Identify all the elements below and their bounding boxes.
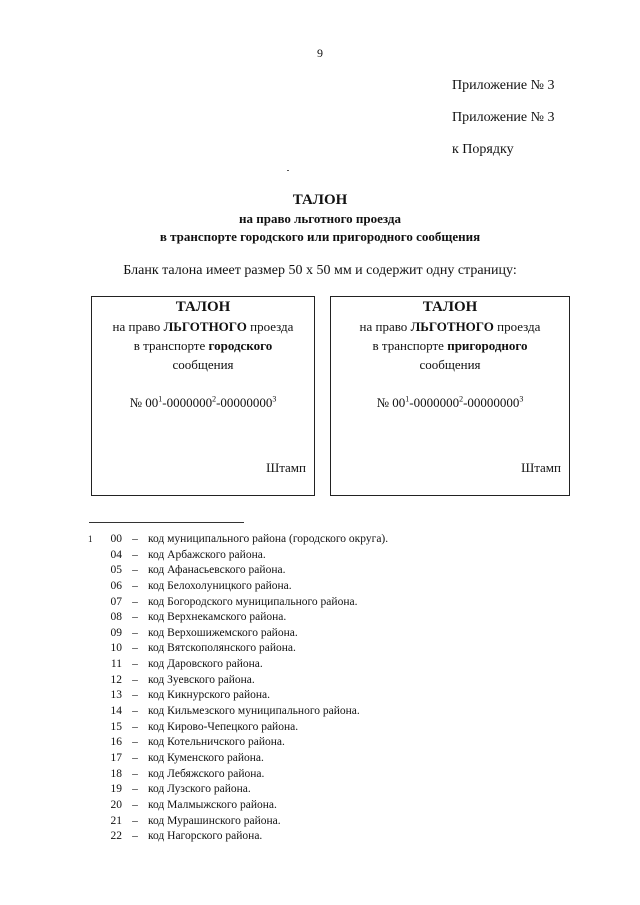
ticket-bold-word: ЛЬГОТНОГО <box>163 319 247 334</box>
district-description: код Богородского муниципального района. <box>148 595 358 608</box>
ticket-transport-line <box>92 338 314 354</box>
district-code: 16 <box>110 736 122 749</box>
ticket-text: проезда <box>246 319 294 334</box>
dash-separator: – <box>132 564 138 577</box>
footnote-ref: 2 <box>459 394 464 404</box>
footnote-mark: 1 <box>88 534 93 544</box>
district-code: 19 <box>110 783 122 796</box>
district-code: 07 <box>110 595 122 608</box>
district-code: 00 <box>110 533 122 545</box>
district-code: 22 <box>110 830 122 843</box>
district-code: 04 <box>110 548 122 561</box>
ticket-text: проезда <box>493 319 541 334</box>
district-description: код Верхошижемского района. <box>148 626 298 639</box>
footnote-ref: 2 <box>212 394 217 404</box>
page-number: 9 <box>317 46 323 60</box>
dash-separator: – <box>132 626 138 639</box>
district-description: код Арбажского района. <box>148 548 266 561</box>
ticket-title: ТАЛОН <box>422 299 478 315</box>
document-title: ТАЛОН <box>292 192 348 208</box>
district-code: 08 <box>110 611 122 624</box>
ticket-right-line <box>92 319 314 335</box>
ticket-suburban <box>330 296 570 496</box>
ticket-bold-word: ЛЬГОТНОГО <box>410 319 494 334</box>
ticket-number-part: № 00 <box>129 395 159 410</box>
district-code: 12 <box>110 673 122 686</box>
district-description: код Кикнурского района. <box>148 689 271 702</box>
ticket-text: на право <box>359 319 411 334</box>
ticket-text: на право <box>112 319 164 334</box>
footnote-ref: 3 <box>272 394 277 404</box>
district-description: код Вятскополянского района. <box>148 642 296 655</box>
ticket-right-line <box>331 319 569 335</box>
dash-separator: – <box>132 783 138 796</box>
ticket-number <box>331 395 569 411</box>
dash-separator: – <box>132 814 138 827</box>
district-description: код Малмыжского района. <box>148 798 277 811</box>
dash-separator: – <box>132 767 138 780</box>
dash-separator: – <box>132 579 138 592</box>
ticket-stamp-label: Штамп <box>266 460 306 475</box>
dash-separator: – <box>132 830 138 843</box>
district-description: код Кирово-Чепецкого района. <box>148 720 299 733</box>
district-code: 11 <box>110 658 122 671</box>
district-description: код Нагорского района. <box>148 830 263 843</box>
document-subtitle-2: в транспорте городского или пригородного сообщения <box>159 229 481 244</box>
district-description: код Мурашинского района. <box>148 814 281 827</box>
district-description: код Зуевского района. <box>148 673 255 686</box>
dash-separator: – <box>132 736 138 749</box>
district-code: 10 <box>110 642 122 655</box>
district-description: код Верхнекамского района. <box>148 611 287 624</box>
dash-separator: – <box>132 595 138 608</box>
footnote-ref: 1 <box>405 394 410 404</box>
district-description: код Белохолуницкого района. <box>148 579 292 592</box>
document-subtitle-1: на право льготного проезда <box>239 211 401 226</box>
ticket-transport-type: пригородного <box>447 338 528 353</box>
scan-speck <box>287 170 289 171</box>
dash-separator: – <box>132 798 138 811</box>
dash-separator: – <box>132 720 138 733</box>
ticket-number-part: -0000000 <box>162 395 213 410</box>
district-code: 05 <box>110 564 122 577</box>
district-code: 17 <box>110 751 122 764</box>
ticket-city <box>91 296 315 496</box>
intro-paragraph: Бланк талона имеет размер 50 х 50 мм и содержит одну страницу: <box>123 263 517 278</box>
ticket-number <box>92 395 314 411</box>
district-description: код Афанасьевского района. <box>148 564 286 577</box>
footnote-ref: 1 <box>158 394 163 404</box>
dash-separator: – <box>132 751 138 764</box>
district-code: 15 <box>110 720 122 733</box>
ticket-text: в транспорте <box>133 338 209 353</box>
ticket-text: в транспорте <box>372 338 448 353</box>
district-code: 18 <box>110 767 122 780</box>
district-description: код муниципального района (городского округа). <box>148 533 389 545</box>
footnote-divider <box>89 522 244 523</box>
dash-separator: – <box>132 705 138 718</box>
ticket-transport-line <box>331 338 569 354</box>
ticket-transport-type: городского <box>208 338 273 353</box>
dash-separator: – <box>132 689 138 702</box>
dash-separator: – <box>132 673 138 686</box>
appendix-to-order: к Порядку <box>452 142 514 157</box>
district-description: код Даровского района. <box>148 658 263 671</box>
ticket-number-part: -00000000 <box>463 395 520 410</box>
dash-separator: – <box>132 548 138 561</box>
dash-separator: – <box>132 658 138 671</box>
appendix-label-repeat: Приложение № 3 <box>452 110 555 125</box>
ticket-service-line: сообщения <box>172 357 234 372</box>
appendix-label: Приложение № 3 <box>452 78 555 93</box>
district-code: 14 <box>110 705 122 718</box>
ticket-number-part: -0000000 <box>409 395 460 410</box>
district-code: 20 <box>110 798 122 811</box>
ticket-title: ТАЛОН <box>175 299 231 315</box>
ticket-number-part: № 00 <box>376 395 406 410</box>
district-description: код Лузского района. <box>148 783 251 796</box>
dash-separator: – <box>132 611 138 624</box>
district-description: код Куменского района. <box>148 751 264 764</box>
district-code: 06 <box>110 579 122 592</box>
dash-separator: – <box>132 642 138 655</box>
district-code: 09 <box>110 626 122 639</box>
footnote-ref: 3 <box>519 394 524 404</box>
ticket-number-part: -00000000 <box>216 395 273 410</box>
ticket-service-line: сообщения <box>419 357 481 372</box>
district-description: код Лебяжского района. <box>148 767 265 780</box>
district-description: код Котельничского района. <box>148 736 285 749</box>
ticket-stamp-label: Штамп <box>521 460 561 475</box>
district-description: код Кильмезского муниципального района. <box>148 705 360 718</box>
district-code: 13 <box>110 689 122 702</box>
dash-separator: – <box>132 533 138 545</box>
district-code: 21 <box>110 814 122 827</box>
